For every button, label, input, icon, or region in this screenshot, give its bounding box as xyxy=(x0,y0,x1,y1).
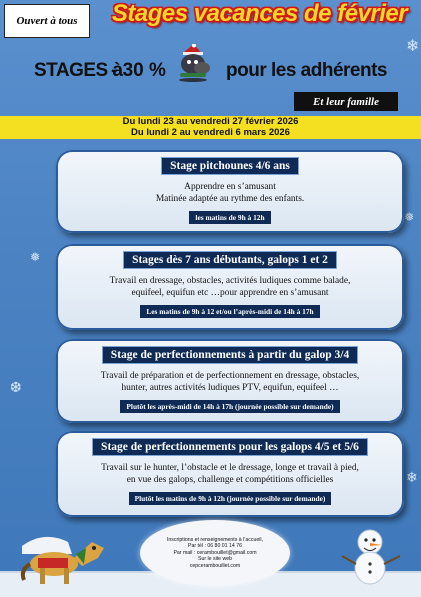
stage-card-pitchounes xyxy=(56,150,404,233)
stage-times: Les matins de 9h à 12 et/ou l’après-midi de 14h à 17h xyxy=(140,305,319,318)
stage-card-beginners xyxy=(56,244,404,330)
contact-line: Sur le site web xyxy=(197,556,233,563)
snowflake-icon: ❄ xyxy=(406,36,420,55)
contact-info xyxy=(140,520,290,586)
stage-line: Travail en dressage, obstacles, activités ludiques comme balade, xyxy=(109,276,351,286)
stage-title: Stages dès 7 ans débutants, galops 1 et 2 xyxy=(123,251,337,269)
snowflake-icon: ❆ xyxy=(10,380,22,396)
contact-line: Inscriptions et renseignements à l’accueil, xyxy=(166,536,264,543)
snowflake-icon: ❅ xyxy=(30,250,41,264)
stage-title: Stage de perfectionnements pour les galops 4/5 et 5/6 xyxy=(92,438,368,456)
stage-times: Plutôt les après-midi de 14h à 17h (journée possible sur demande) xyxy=(120,400,339,413)
stage-line: hunter, autres activités ludiques PTV, equifun, equifeel … xyxy=(121,383,339,393)
family-tag: Et leur famille xyxy=(294,92,398,111)
stage-title: Stage de perfectionnements à partir du galop 3/4 xyxy=(102,346,358,364)
winter-horse-illustration xyxy=(14,524,110,588)
stage-card-galop-4-6 xyxy=(56,431,404,517)
dates-banner xyxy=(0,116,421,139)
stage-line: Travail sur le hunter, l’obstacle et le dressage, longe et travail à pied, xyxy=(101,463,359,473)
stage-description xyxy=(56,462,404,486)
snowman-illustration xyxy=(340,526,406,590)
open-to-all-badge: Ouvert à tous xyxy=(4,4,90,38)
promo-discount: - 30 % xyxy=(111,60,166,81)
date-range-2: Du lundi 2 au vendredi 6 mars 2026 xyxy=(131,127,290,138)
stage-line: Apprendre en s’amusant xyxy=(184,182,276,192)
contact-phone: Par tél : 06 80 01 14 76 xyxy=(188,543,242,550)
stage-description xyxy=(56,370,404,394)
page-title: Stages vacances de février xyxy=(111,0,408,27)
promo-members-label: pour les adhérents xyxy=(226,60,387,81)
stage-description xyxy=(56,181,404,205)
stage-title: Stage pitchounes 4/6 ans xyxy=(161,157,299,175)
snowflake-icon: ❅ xyxy=(404,210,415,224)
date-range-1: Du lundi 23 au vendredi 27 février 2026 xyxy=(122,116,299,127)
horse-mascot-icon xyxy=(172,44,216,82)
stage-card-galop-3-4 xyxy=(56,339,404,423)
snowflake-icon: ❄ xyxy=(406,470,418,486)
stage-times: Plutôt les matins de 9h à 12h (journée possible sur demande) xyxy=(129,492,332,505)
stage-description xyxy=(56,275,404,299)
promo-label: STAGES à xyxy=(34,60,123,81)
contact-email: Par mail : cerambouillet@gmail.com xyxy=(173,549,257,556)
stage-line: equifeel, equifun etc …pour apprendre en s’amusant xyxy=(131,288,329,298)
stage-line: Travail de préparation et de perfectionnement en dressage, obstacles, xyxy=(100,371,360,381)
stage-line: Matinée adaptée au rythme des enfants. xyxy=(155,194,305,204)
stage-line: en vue des galops, challenge et compétitions officielles xyxy=(126,475,334,485)
stage-times: les matins de 9h à 12h xyxy=(189,211,270,224)
contact-website: cepcerambouillet.com xyxy=(189,562,241,569)
